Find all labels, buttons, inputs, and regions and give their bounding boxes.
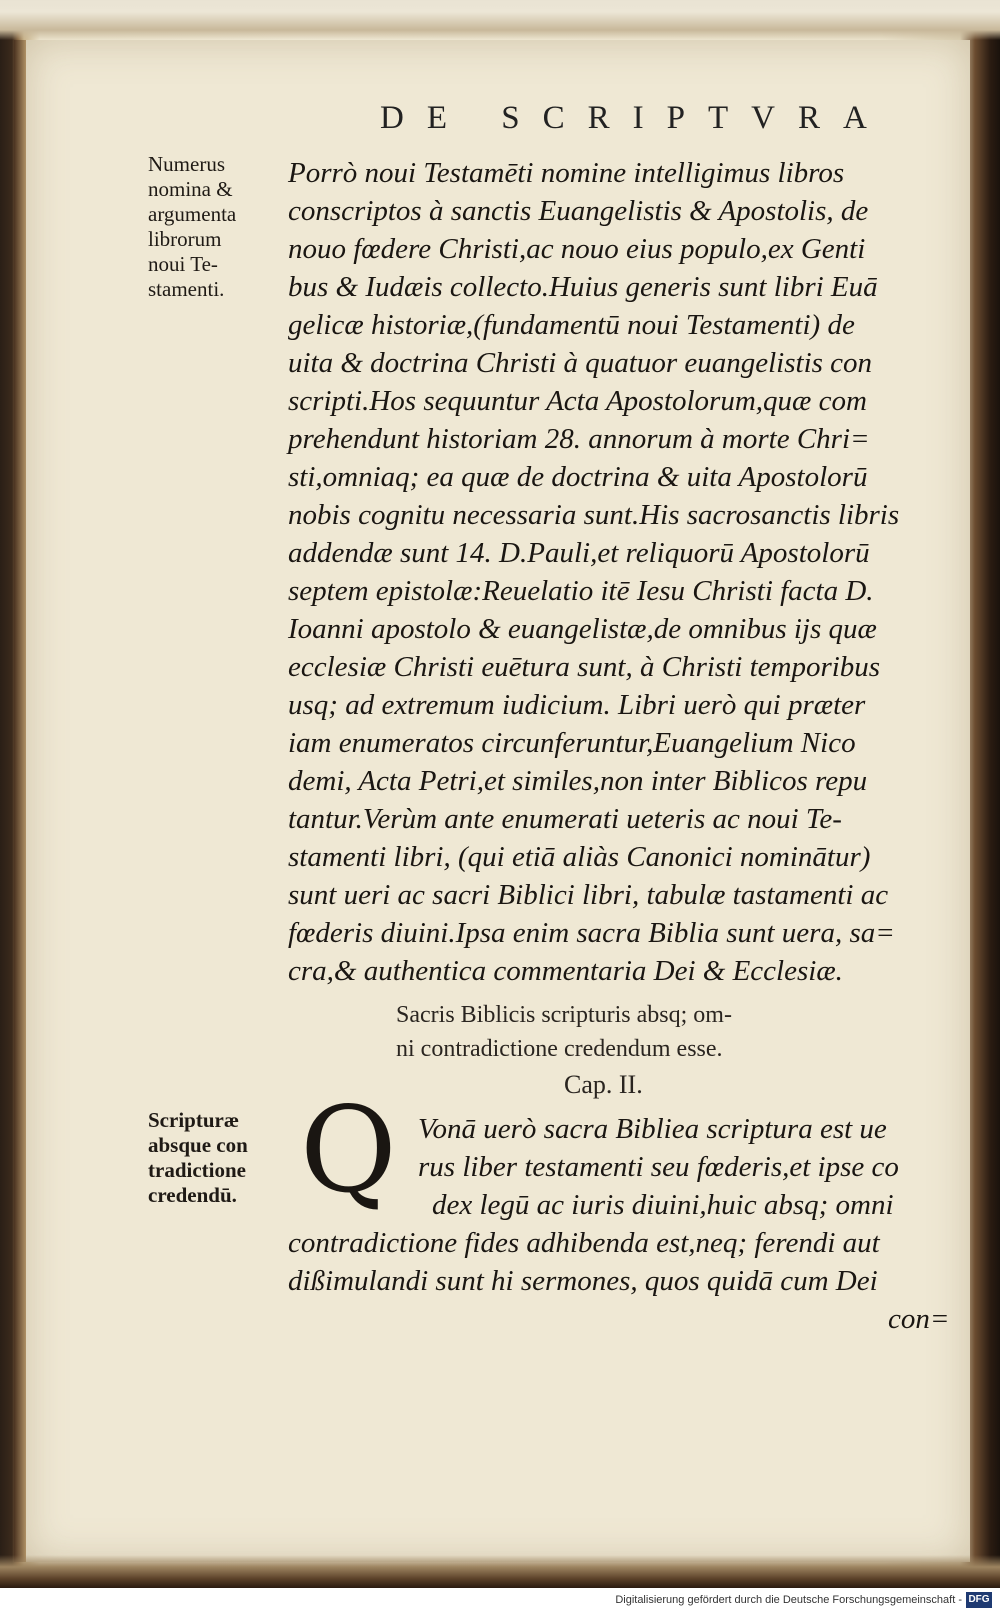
margin-note-line: argumenta — [148, 202, 237, 226]
decorated-initial: Q — [300, 1081, 397, 1219]
margin-note-line: tradictione — [148, 1158, 246, 1182]
body-line: Ioanni apostolo & euangelistæ,de omnibus ijs quæ — [288, 613, 877, 645]
body-line: gelicæ historiæ,(fundamentū noui Testamenti) de — [288, 309, 855, 341]
chapter-line: contradictione fides adhibenda est,neq; ferendi aut — [288, 1227, 880, 1259]
margin-note-line: nomina & — [148, 177, 233, 201]
margin-note-line: absque con — [148, 1133, 248, 1157]
chapter-label: Cap. II. — [564, 1070, 643, 1099]
dfg-logo: DFG — [966, 1592, 992, 1608]
chapter-line: rus liber testamenti seu fœderis,et ipse co — [418, 1151, 899, 1183]
body-line: sunt ueri ac sacri Biblici libri, tabulæ tastamenti ac — [288, 879, 889, 911]
chapter-summary-line: ni contradictione credendum esse. — [396, 1036, 723, 1062]
book-top-edge — [0, 0, 1000, 40]
margin-note-line: credendū. — [148, 1183, 237, 1207]
footer-bar — [0, 1588, 1000, 1615]
body-line: fœderis diuini.Ipsa enim sacra Biblia sunt uera, sa= — [288, 917, 895, 949]
chapter-line: Vonā uerò sacra Bibliea scriptura est ue — [418, 1113, 887, 1145]
body-line: uita & doctrina Christi à quatuor euangelistis con — [288, 347, 873, 379]
margin-note-line: Numerus — [148, 152, 225, 176]
body-line: ecclesiæ Christi euētura sunt, à Christi temporibus — [288, 651, 881, 683]
book-bottom-edge — [0, 1555, 1000, 1588]
chapter-line: dex legū ac iuris diuini,huic absq; omni — [432, 1189, 894, 1221]
body-line: demi, Acta Petri,et similes,non inter Biblicos repu — [288, 765, 868, 797]
body-line: usq; ad extremum iudicium. Libri uerò qui præter — [288, 689, 866, 721]
body-line: nouo fœdere Christi,ac nouo eius populo,ex Genti — [288, 233, 866, 265]
body-line: stamenti libri, (qui etiā aliàs Canonici nominātur) — [288, 841, 871, 873]
running-title: DE SCRIPTVRA — [380, 100, 890, 136]
footer-credit: Digitalisierung gefördert durch die Deutsche Forschungsgemeinschaft - — [615, 1594, 962, 1606]
margin-note-line: noui Te- — [148, 252, 218, 276]
margin-note-line: librorum — [148, 227, 222, 251]
body-line: prehendunt historiam 28. annorum à morte Chri= — [288, 423, 870, 455]
margin-note-line: stamenti. — [148, 277, 225, 301]
body-line: bus & Iudæis collecto.Huius generis sunt libri Euā — [288, 271, 878, 303]
body-line: nobis cognitu necessaria sunt.His sacrosanctis libris — [288, 499, 900, 531]
margin-note-1 — [148, 152, 298, 302]
body-line: iam enumeratos circunferuntur,Euangelium Nico — [288, 727, 856, 759]
body-line: sti,omniaq; ea quæ de doctrina & uita Apostolorū — [288, 461, 868, 493]
chapter-summary-line: Sacris Biblicis scripturis absq; om- — [396, 1002, 732, 1028]
body-line: addendæ sunt 14. D.Pauli,et reliquorū Apostolorū — [288, 537, 870, 569]
margin-note-line: Scripturæ — [148, 1108, 239, 1132]
body-line: cra,& authentica commentaria Dei & Ecclesiæ. — [288, 955, 843, 987]
chapter-line: dißimulandi sunt hi sermones, quos quidā cum Dei — [288, 1265, 878, 1297]
body-line: Porrò noui Testamēti nomine intelligimus libros — [288, 157, 845, 189]
body-line: tantur.Verùm ante enumerati ueteris ac noui Te- — [288, 803, 842, 835]
body-line: septem epistolæ:Reuelatio itē Iesu Christi facta D. — [288, 575, 874, 607]
body-line: conscriptos à sanctis Euangelistis & Apostolis, de — [288, 195, 869, 227]
margin-note-2 — [148, 1108, 298, 1208]
catchword: con= — [888, 1303, 950, 1335]
body-line: scripti.Hos sequuntur Acta Apostolorum,quæ com — [288, 385, 867, 417]
